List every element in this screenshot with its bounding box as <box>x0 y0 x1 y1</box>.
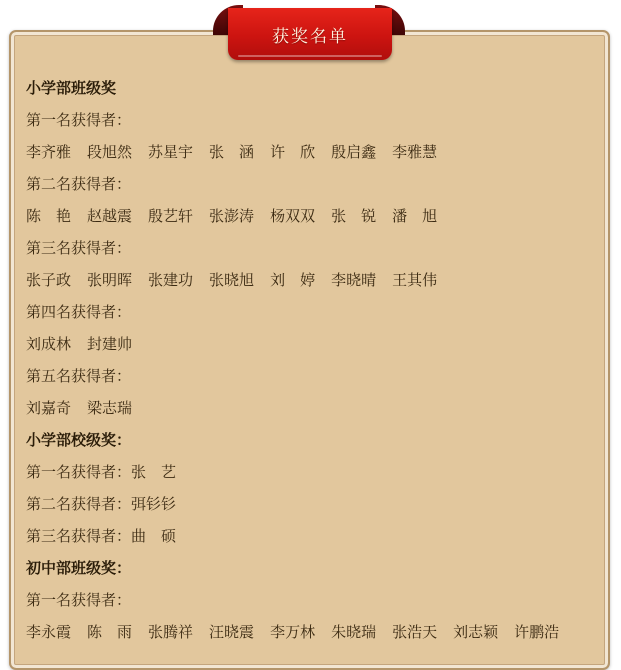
winner-name: 张浩天 <box>392 623 438 641</box>
rank-label: 第三名获得者：曲 硕 <box>26 527 177 545</box>
winner-name: 刘嘉奇 <box>26 399 72 417</box>
title-ribbon <box>228 8 392 60</box>
winner-name: 李晓晴 <box>331 271 377 289</box>
winner-name: 张子政 <box>26 271 72 289</box>
winner-name: 刘成林 <box>26 335 72 353</box>
winner-names-row <box>26 136 596 168</box>
winner-name: 许鹏浩 <box>514 623 560 641</box>
winner-names-row <box>26 264 596 296</box>
rank-label: 第二名获得者：弭钐钐 <box>26 495 177 513</box>
winner-name: 梁志瑞 <box>87 399 133 417</box>
rank-label: 第三名获得者： <box>26 239 132 257</box>
winner-name: 李永霞 <box>26 623 72 641</box>
award-category-heading: 小学部校级奖： <box>26 431 132 449</box>
winner-names-row <box>26 328 596 360</box>
rank-label: 第一名获得者：张 艺 <box>26 463 177 481</box>
winner-name: 陈 雨 <box>87 623 133 641</box>
rank-label: 第二名获得者： <box>26 175 132 193</box>
winner-names-row <box>26 616 596 648</box>
winner-name: 赵越震 <box>87 207 133 225</box>
award-list-content <box>26 72 596 648</box>
page-title: 获奖名单 <box>272 26 348 47</box>
winner-name: 王其伟 <box>392 271 438 289</box>
winner-name: 张腾祥 <box>148 623 194 641</box>
winner-name: 张晓旭 <box>209 271 255 289</box>
award-category-heading: 小学部班级奖 <box>26 79 117 97</box>
winner-name: 殷启鑫 <box>331 143 377 161</box>
winner-name: 封建帅 <box>87 335 133 353</box>
winner-name: 殷艺轩 <box>148 207 194 225</box>
winner-name: 潘 旭 <box>392 207 438 225</box>
winner-name: 陈 艳 <box>26 207 72 225</box>
winner-name: 许 欣 <box>270 143 316 161</box>
winner-name: 苏星宇 <box>148 143 194 161</box>
rank-label: 第一名获得者： <box>26 591 132 609</box>
winner-name: 张澎涛 <box>209 207 255 225</box>
winner-name: 段旭然 <box>87 143 133 161</box>
winner-name: 李雅慧 <box>392 143 438 161</box>
winner-names-row <box>26 200 596 232</box>
winner-name: 张 涵 <box>209 143 255 161</box>
winner-name: 张明晖 <box>87 271 133 289</box>
winner-name: 李万林 <box>270 623 316 641</box>
rank-label: 第一名获得者： <box>26 111 132 129</box>
winner-name: 张 锐 <box>331 207 377 225</box>
rank-label: 第四名获得者： <box>26 303 132 321</box>
winner-names-row <box>26 392 596 424</box>
winner-name: 刘志颖 <box>453 623 499 641</box>
winner-name: 李齐雅 <box>26 143 72 161</box>
winner-name: 张建功 <box>148 271 194 289</box>
winner-name: 朱晓瑞 <box>331 623 377 641</box>
award-category-heading: 初中部班级奖： <box>26 559 132 577</box>
rank-label: 第五名获得者： <box>26 367 132 385</box>
winner-name: 刘 婷 <box>270 271 316 289</box>
winner-name: 杨双双 <box>270 207 316 225</box>
winner-name: 汪晓震 <box>209 623 255 641</box>
